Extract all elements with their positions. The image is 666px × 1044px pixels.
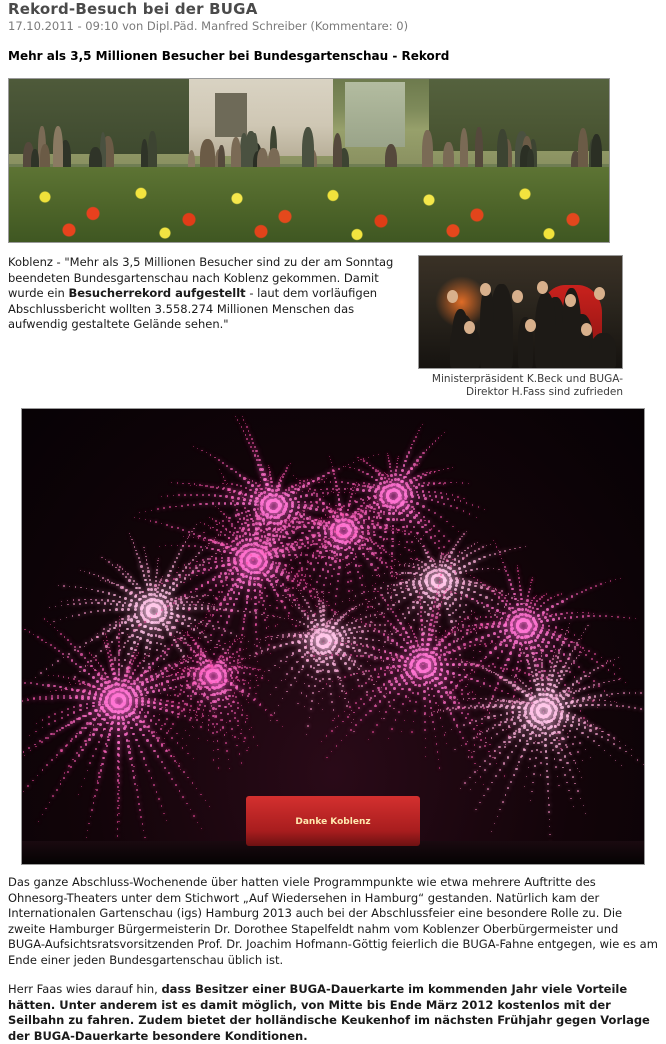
lead-text-highlight: Besucherrekord aufgestellt — [68, 286, 246, 300]
fireworks-photo — [21, 408, 645, 865]
inset-photo-block — [418, 255, 623, 399]
body-paragraph-2-intro: Herr Faas wies darauf hin, — [8, 982, 162, 996]
article-subheadline: Mehr als 3,5 Millionen Besucher bei Bundesgartenschau - Rekord — [8, 49, 450, 63]
lead-text-part2: - laut dem vorläufigen Abschlussbericht wollten 3.558.274 Millionen Menschen das aufwendig gestaltete Gelände sehen." — [8, 286, 378, 331]
lead-text-part1: Koblenz - "Mehr als 3,5 Millionen Besucher sind zu der am Sonntag beendeten Bundesgartenschau nach Koblenz gekommen. Damit wurde ein — [8, 255, 394, 300]
lead-block — [8, 255, 658, 399]
body-paragraph-2-highlight: dass Besitzer einer BUGA-Dauerkarte im kommenden Jahr viele Vorteile hätten. Unter anderem ist es damit möglich, von Mitte bis Ende März 2012 kostenlos mit der Seilbahn zu fahren. Zudem bietet der holländische Keukenhof im nächsten Frühjahr gegen Vorlage der BUGA-Dauerkarte besondere Konditionen. — [8, 982, 650, 1043]
lead-paragraph — [8, 255, 418, 333]
body-paragraph-1: Das ganze Abschluss-Wochenende über hatten viele Programmpunkte wie etwa mehrere Auftritte des Ohnesorg-Theaters unter dem Stichwort „Auf Wiedersehen in Hamburg“ gestanden. Natürlich kam der Internationalen Gartenschau (igs) Hamburg 2013 auch bei der Abschlussfeier eine besondere Rolle zu. Die zweite Hamburger Bürgermeisterin Dr. Dorothee Stapelfeldt nahm vom Koblenzer Oberbürgermeister und BUGA-Aufsichtsratsvorsitzenden Prof. Dr. Joachim Hofmann-Göttig feierlich die BUGA-Fahne entgegen, wie es am Ende einer jeden Bundesgartenschau üblich ist. — [8, 875, 658, 967]
stage-banner-text: Danke Koblenz — [295, 816, 371, 827]
body-paragraph-2 — [8, 982, 658, 1044]
fireworks-stage — [246, 796, 420, 846]
main-photo-tulips — [8, 78, 610, 243]
page-title: Rekord-Besuch bei der BUGA — [8, 0, 258, 18]
inset-photo-officials — [418, 255, 623, 369]
inset-photo-caption: Ministerpräsident K.Beck und BUGA-Direktor H.Fass sind zufrieden — [431, 373, 623, 398]
photo-tulip-bed — [9, 167, 609, 242]
article-meta: 17.10.2011 - 09:10 von Dipl.Päd. Manfred Schreiber (Kommentare: 0) — [8, 19, 409, 33]
